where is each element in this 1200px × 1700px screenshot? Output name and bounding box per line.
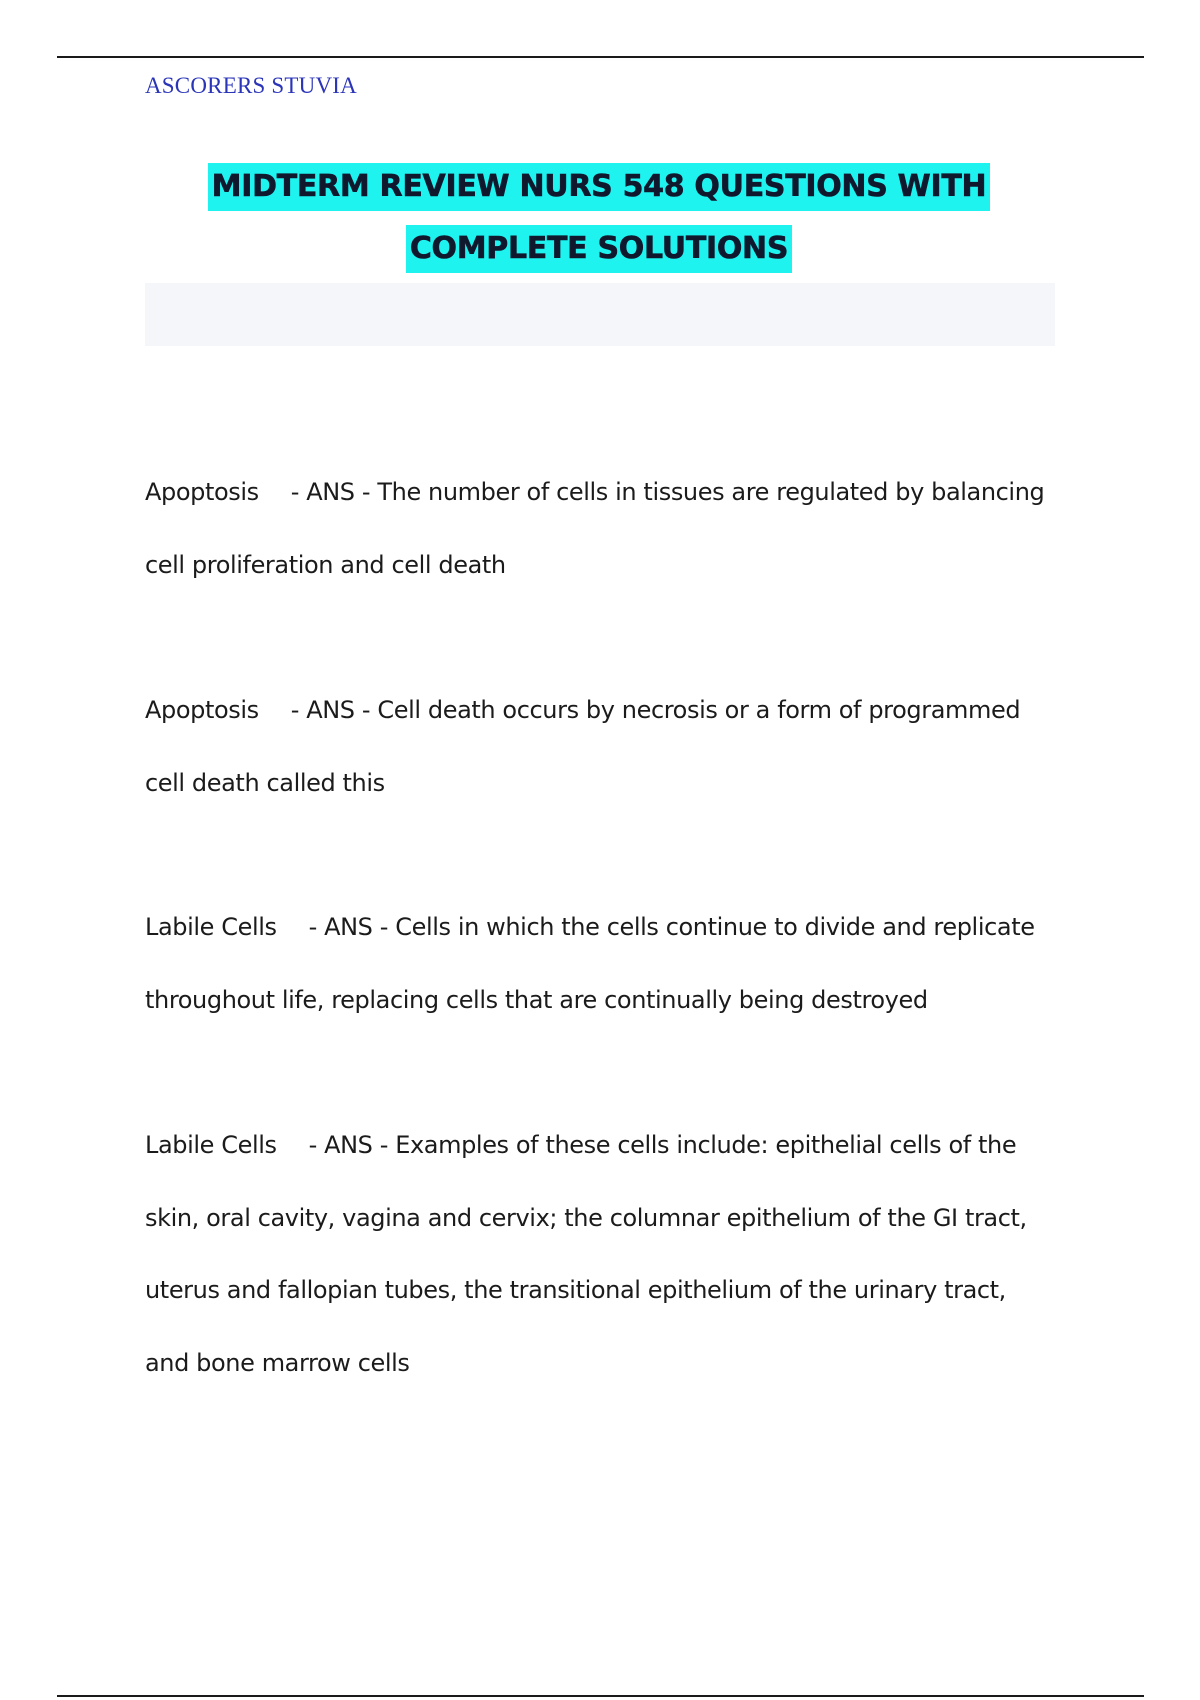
qa-entry (145, 891, 1045, 1036)
bottom-rule (57, 1695, 1144, 1697)
qa-entry (145, 456, 1045, 601)
qa-entry (145, 674, 1045, 819)
qa-term: Apoptosis (145, 478, 259, 506)
document-title (145, 163, 1053, 273)
qa-answer: The number of cells in tissues are regulated by balancing cell proliferation and cell death (145, 478, 1045, 579)
qa-term: Labile Cells (145, 913, 277, 941)
qa-answer: Examples of these cells include: epithelial cells of the skin, oral cavity, vagina and cervix; the columnar epithelium of the GI tract, uterus and fallopian tubes, the transitional epithelium of the urinary tract, and bone marrow cells (145, 1131, 1027, 1377)
qa-answer: Cells in which the cells continue to divide and replicate throughout life, replacing cells that are continually being destroyed (145, 913, 1035, 1014)
qa-separator: - ANS - (308, 1131, 388, 1159)
title-line-2: COMPLETE SOLUTIONS (406, 225, 792, 273)
qa-separator: - ANS - (308, 913, 388, 941)
qa-term: Labile Cells (145, 1131, 277, 1159)
qa-term: Apoptosis (145, 696, 259, 724)
title-line-1: MIDTERM REVIEW NURS 548 QUESTIONS WITH (208, 163, 991, 211)
qa-separator: - ANS - (290, 478, 371, 506)
qa-answer: Cell death occurs by necrosis or a form of programmed cell death called this (145, 696, 1021, 797)
shaded-blank-box (145, 283, 1055, 346)
header-brand: ASCORERS STUVIA (145, 73, 357, 98)
qa-separator: - ANS - (290, 696, 371, 724)
qa-entry (145, 1109, 1045, 1399)
top-rule (57, 56, 1144, 58)
